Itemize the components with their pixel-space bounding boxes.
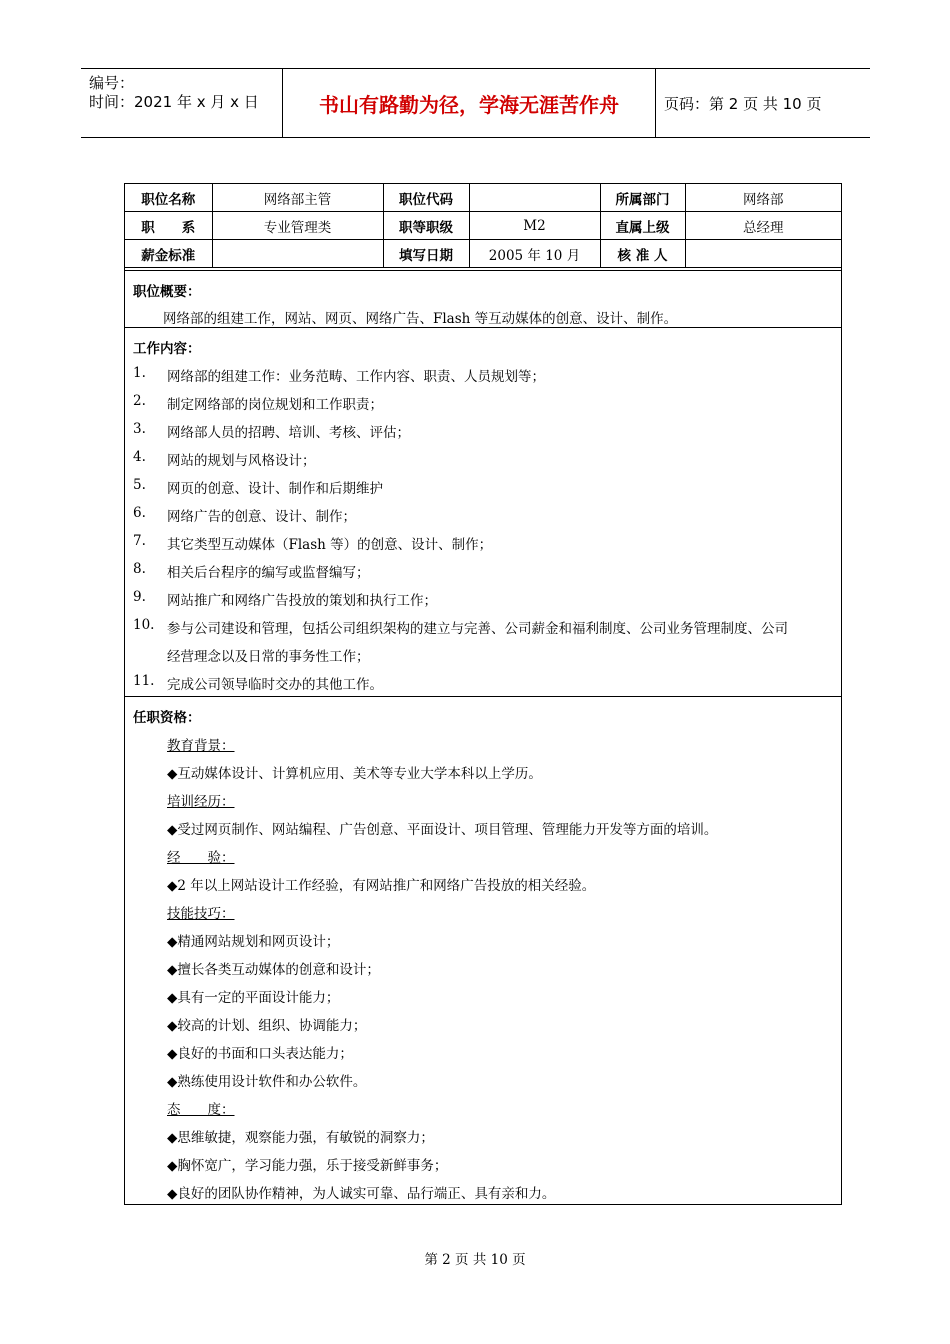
work-section xyxy=(125,327,841,697)
work-item-number: 4. xyxy=(133,449,146,465)
work-item-text: 网络广告的创意、设计、制作； xyxy=(167,509,356,525)
work-item-text: 制定网络部的岗位规划和工作职责； xyxy=(167,397,383,413)
work-item-number: 5. xyxy=(133,477,146,493)
info-value xyxy=(212,240,383,268)
info-label: 职位代码 xyxy=(383,184,469,212)
overview-title: 职位概要： xyxy=(133,284,201,300)
work-title: 工作内容： xyxy=(133,341,201,357)
training-label: 培训经历： xyxy=(167,794,235,810)
education-text: ◆互动媒体设计、计算机应用、美术等专业大学本科以上学历。 xyxy=(167,766,542,782)
work-item-number: 1. xyxy=(133,365,146,381)
skill-item: ◆较高的计划、组织、协调能力； xyxy=(167,1018,367,1034)
info-label: 填写日期 xyxy=(383,240,469,268)
info-label: 核 准 人 xyxy=(600,240,685,268)
work-item-number: 2. xyxy=(133,393,146,409)
work-item-text: 完成公司领导临时交办的其他工作。 xyxy=(167,677,383,693)
info-value: 总经理 xyxy=(685,212,841,240)
overview-section xyxy=(125,270,841,327)
work-item-number: 10. xyxy=(133,617,155,633)
work-item-text: 网站推广和网络广告投放的策划和执行工作； xyxy=(167,593,437,609)
skill-item: ◆良好的书面和口头表达能力； xyxy=(167,1046,353,1062)
education-label: 教育背景： xyxy=(167,738,235,754)
job-info-grid xyxy=(125,184,841,268)
qualification-title: 任职资格： xyxy=(133,710,201,726)
work-item-text: 经营理念以及日常的事务性工作； xyxy=(167,649,370,665)
work-item-number: 6. xyxy=(133,505,146,521)
experience-text: ◆2 年以上网站设计工作经验，有网站推广和网络广告投放的相关经验。 xyxy=(167,878,596,894)
info-label: 薪金标准 xyxy=(125,240,212,268)
info-value xyxy=(469,184,600,212)
work-item-number: 11. xyxy=(133,673,155,689)
work-item-number: 3. xyxy=(133,421,146,437)
page-header xyxy=(81,68,870,138)
skill-item: ◆具有一定的平面设计能力； xyxy=(167,990,340,1006)
work-item-text: 网页的创意、设计、制作和后期维护 xyxy=(167,481,383,497)
attitude-item: ◆胸怀宽广，学习能力强，乐于接受新鲜事务； xyxy=(167,1158,448,1174)
skill-item: ◆熟练使用设计软件和办公软件。 xyxy=(167,1074,367,1090)
work-item-text: 网络部的组建工作：业务范畴、工作内容、职责、人员规划等； xyxy=(167,369,545,385)
info-value: M2 xyxy=(469,212,600,240)
attitude-item: ◆思维敏捷，观察能力强，有敏锐的洞察力； xyxy=(167,1130,434,1146)
skills-label: 技能技巧： xyxy=(167,906,235,922)
attitude-label: 态 度： xyxy=(167,1102,235,1118)
info-value xyxy=(685,240,841,268)
work-item-number: 9. xyxy=(133,589,146,605)
job-description-table xyxy=(124,183,842,1205)
page-footer: 第 2 页 共 10 页 xyxy=(424,1252,526,1268)
info-value: 2005 年 10 月 xyxy=(469,240,600,268)
header-divider xyxy=(655,69,656,137)
skill-item: ◆精通网站规划和网页设计； xyxy=(167,934,340,950)
training-text: ◆受过网页制作、网站编程、广告创意、平面设计、项目管理、管理能力开发等方面的培训。 xyxy=(167,822,718,838)
info-label: 职位名称 xyxy=(125,184,212,212)
work-item-text: 相关后台程序的编写或监督编写； xyxy=(167,565,370,581)
info-label: 职 系 xyxy=(125,212,212,240)
info-value: 网络部主管 xyxy=(212,184,383,212)
qualification-section xyxy=(125,696,841,1205)
header-meta xyxy=(81,69,281,137)
info-row xyxy=(125,184,841,212)
overview-text: 网络部的组建工作，网站、网页、网络广告、Flash 等互动媒体的创意、设计、制作。 xyxy=(163,311,678,327)
header-page-number: 页码：第 2 页 共 10 页 xyxy=(664,95,822,113)
experience-label: 经 验： xyxy=(167,850,235,866)
attitude-item: ◆良好的团队协作精神，为人诚实可靠、品行端正、具有亲和力。 xyxy=(167,1186,556,1202)
info-row xyxy=(125,212,841,240)
info-value: 专业管理类 xyxy=(212,212,383,240)
info-row xyxy=(125,240,841,268)
info-value: 网络部 xyxy=(685,184,841,212)
work-item-text: 网络部人员的招聘、培训、考核、评估； xyxy=(167,425,410,441)
work-item-text: 参与公司建设和管理，包括公司组织架构的建立与完善、公司薪金和福利制度、公司业务管理制度、公司 xyxy=(167,621,788,637)
header-motto: 书山有路勤为径，学海无涯苦作舟 xyxy=(319,92,619,117)
work-item-text: 其它类型互动媒体（Flash 等）的创意、设计、制作； xyxy=(167,537,493,553)
skill-item: ◆擅长各类互动媒体的创意和设计； xyxy=(167,962,380,978)
work-item-text: 网站的规划与风格设计； xyxy=(167,453,316,469)
document-time: 时间：2021 年 x 月 x 日 xyxy=(89,93,259,111)
work-item-number: 8. xyxy=(133,561,146,577)
info-label: 职等职级 xyxy=(383,212,469,240)
info-label: 直属上级 xyxy=(600,212,685,240)
info-label: 所属部门 xyxy=(600,184,685,212)
document-number: 编号： xyxy=(89,74,135,92)
work-item-number: 7. xyxy=(133,533,146,549)
